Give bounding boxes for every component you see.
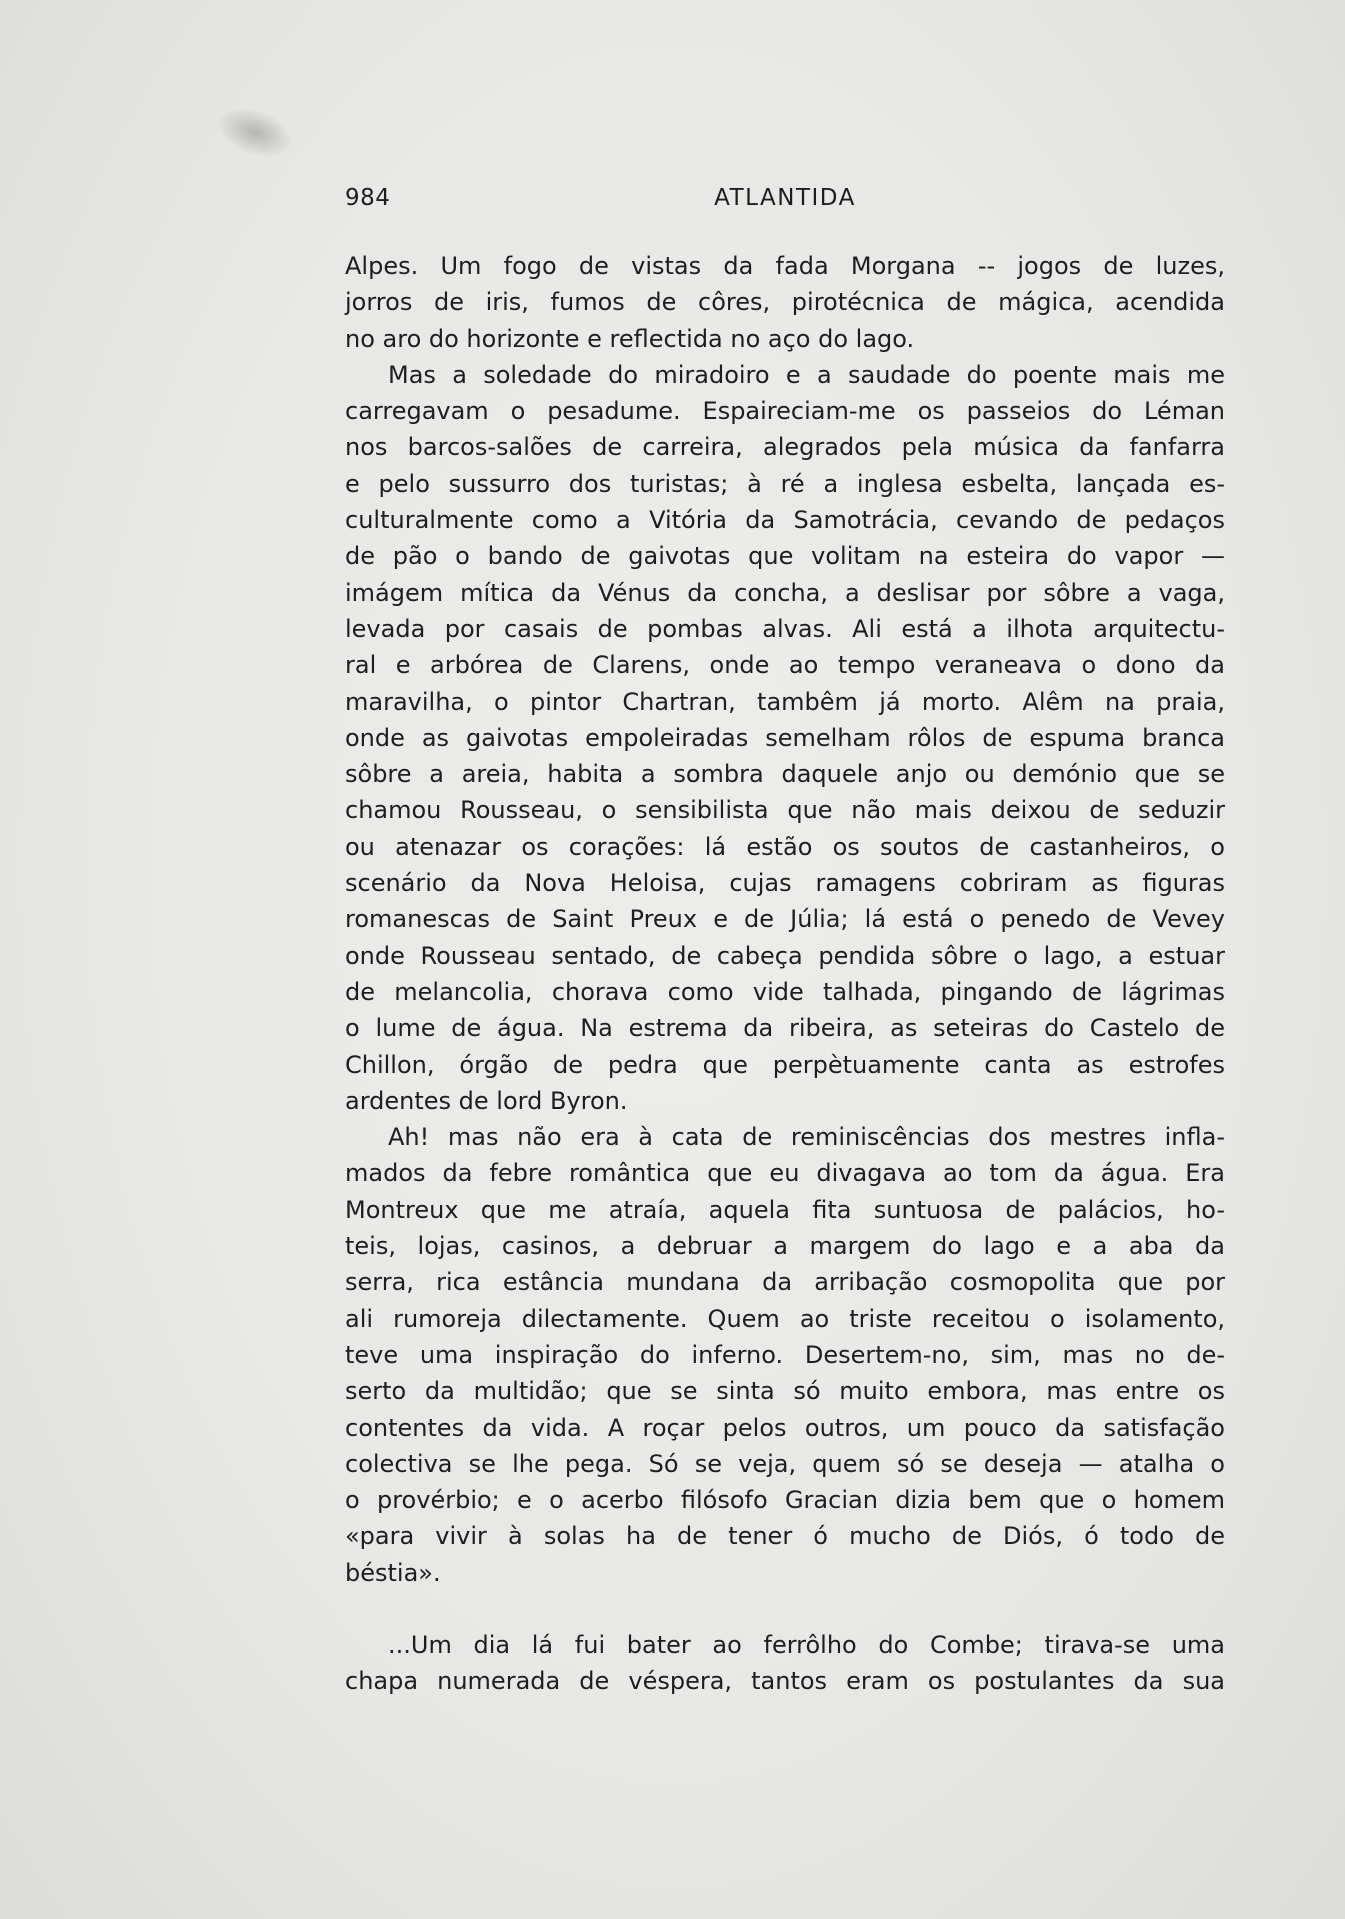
text-line: onde as gaivotas empoleiradas semelham rôlos de espuma branca (345, 723, 1225, 752)
text-line: ...Um dia lá fui bater ao ferrôlho do Combe; tirava-se uma (388, 1630, 1225, 1659)
text-line: serto da multidão; que se sinta só muito embora, mas entre os (345, 1377, 1225, 1406)
page-number: 984 (345, 185, 391, 211)
text-line: teve uma inspiração do inferno. Desertem-no, sim, mas no de- (345, 1340, 1225, 1369)
text-line: no aro do horizonte e reflectida no aço do lago. (345, 324, 915, 353)
text-line: o provérbio; e o acerbo filósofo Gracian dizia bem que o homem (345, 1486, 1225, 1515)
text-line: jorros de iris, fumos de côres, pirotécnica de mágica, acendida (345, 288, 1225, 317)
text-line: Mas a soledade do miradoiro e a saudade do poente mais me (388, 360, 1225, 389)
text-line: ral e arbórea de Clarens, onde ao tempo veraneava o dono da (345, 651, 1225, 680)
text-line: ali rumoreja dilectamente. Quem ao triste receitou o isolamento, (345, 1304, 1225, 1333)
text-line: de melancolia, chorava como vide talhada, pingando de lágrimas (345, 977, 1225, 1006)
text-line: nos barcos-salões de carreira, alegrados pela música da fanfarra (345, 433, 1225, 462)
page-header (345, 185, 1225, 221)
text-line: Chillon, órgão de pedra que perpètuamente canta as estrofes (345, 1050, 1225, 1079)
body-text (345, 248, 1225, 1700)
ink-smudge (210, 98, 301, 168)
text-line: e pelo sussurro dos turistas; à ré a inglesa esbelta, lançada es- (345, 469, 1225, 498)
text-line: carregavam o pesadume. Espaireciam-me os passeios do Léman (345, 397, 1225, 426)
text-line: o lume de água. Na estrema da ribeira, as seteiras do Castelo de (345, 1014, 1225, 1043)
text-line: sôbre a areia, habita a sombra daquele anjo ou demónio que se (345, 760, 1225, 789)
text-line: chamou Rousseau, o sensibilista que não mais deixou de seduzir (345, 796, 1225, 825)
text-line-italic-title: scenário da Nova Heloisa, cujas ramagens cobriram as figuras (345, 869, 1225, 898)
text-line: Montreux que me atraía, aquela fita suntuosa de palácios, ho- (345, 1195, 1225, 1224)
text-line: colectiva se lhe pega. Só se veja, quem só se deseja — atalha o (345, 1449, 1225, 1478)
paragraph-3 (345, 1119, 1225, 1591)
text-line: Alpes. Um fogo de vistas da fada Morgana -- jogos de luzes, (345, 252, 1225, 280)
text-line: contentes da vida. A roçar pelos outros, um pouco da satisfação (345, 1413, 1225, 1442)
text-line: culturalmente como a Vitória da Samotrácia, cevando de pedaços (345, 506, 1225, 535)
paragraph-1 (345, 248, 1225, 357)
text-line: teis, lojas, casinos, a debruar a margem do lago e a aba da (345, 1232, 1225, 1261)
text-line: onde Rousseau sentado, de cabeça pendida sôbre o lago, a estuar (345, 941, 1225, 970)
text-line: Ah! mas não era à cata de reminiscências dos mestres infla- (388, 1123, 1225, 1152)
text-line: romanescas de Saint Preux e de Júlia; lá está o penedo de Vevey (345, 905, 1225, 934)
paragraph-2 (345, 357, 1225, 1119)
text-line: maravilha, o pintor Chartran, tambêm já morto. Alêm na praia, (345, 687, 1225, 716)
text-line: béstia». (345, 1558, 441, 1587)
text-line: ou atenazar os corações: lá estão os soutos de castanheiros, o (345, 832, 1225, 861)
text-line: chapa numerada de véspera, tantos eram os postulantes da sua (345, 1667, 1225, 1696)
text-line: mados da febre romântica que eu divagava ao tom da água. Era (345, 1159, 1225, 1188)
running-head: ATLANTIDA (714, 185, 856, 211)
text-line: imágem mítica da Vénus da concha, a deslisar por sôbre a vaga, (345, 578, 1225, 607)
text-line: de pão o bando de gaivotas que volitam na esteira do vapor — (345, 542, 1225, 571)
text-line: ardentes de lord Byron. (345, 1086, 628, 1115)
text-line: «para vivir à solas ha de tener ó mucho de Diós, ó todo de (345, 1522, 1225, 1551)
text-line: serra, rica estância mundana da arribação cosmopolita que por (345, 1268, 1225, 1297)
paragraph-spacer (345, 1591, 1225, 1627)
paragraph-4 (345, 1627, 1225, 1700)
text-line: levada por casais de pombas alvas. Ali está a ilhota arquitectu- (345, 614, 1225, 643)
